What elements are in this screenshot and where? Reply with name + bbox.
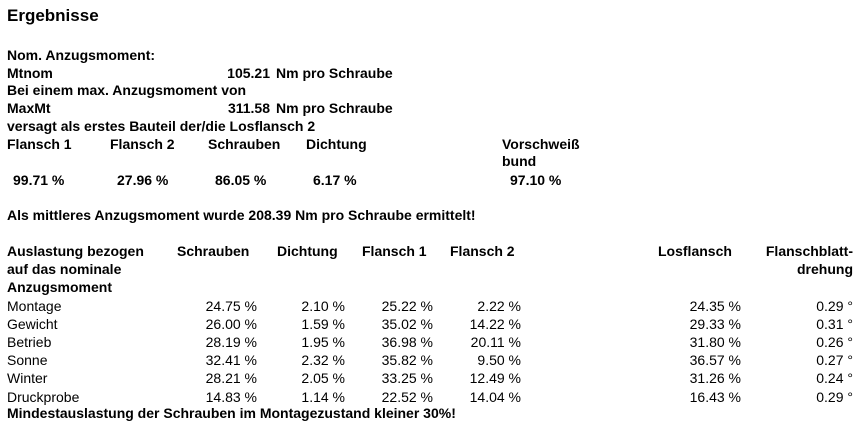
table-cell-flansch2: 14.04 % — [469, 389, 521, 405]
table-col-flanschblatt-line1: Flanschblatt- — [765, 243, 853, 259]
table-cell-losflansch: 31.26 % — [689, 370, 741, 386]
table-cell-flansch2: 12.49 % — [469, 370, 521, 386]
table-cell-flansch2: 20.11 % — [470, 334, 521, 350]
mean-torque-text: Als mittleres Anzugsmoment wurde 208.39 Nm pro Schraube ermittelt! — [7, 207, 476, 223]
header-schrauben: Schrauben — [208, 136, 281, 152]
table-cell-flansch2: 9.50 % — [477, 352, 521, 368]
table-header-label-line2: auf das nominale — [7, 261, 122, 277]
header-vorschweiss-line1: Vorschweiß — [502, 136, 580, 152]
nominal-torque-key: Mtnom — [7, 65, 53, 81]
max-torque-value: 311.58 — [227, 100, 270, 116]
table-col-losflansch: Losflansch — [658, 243, 732, 259]
table-cell-losflansch: 16.43 % — [689, 389, 741, 405]
table-row-label: Druckprobe — [7, 389, 80, 405]
table-header-label-line3: Anzugsmoment — [7, 279, 112, 295]
table-cell-dichtung: 2.05 % — [301, 370, 345, 386]
table-cell-dichtung: 1.59 % — [301, 316, 345, 332]
table-cell-flansch1: 25.22 % — [381, 298, 433, 314]
value-flansch1: 99.71 % — [13, 172, 65, 188]
max-torque-label: Bei einem max. Anzugsmoment von — [7, 82, 247, 98]
table-col-flansch1: Flansch 1 — [362, 243, 427, 259]
table-cell-flansch1: 22.52 % — [381, 389, 433, 405]
header-flansch1: Flansch 1 — [7, 136, 72, 152]
value-schrauben: 86.05 % — [215, 172, 267, 188]
value-dichtung: 6.17 % — [313, 172, 357, 188]
table-cell-schrauben: 32.41 % — [205, 352, 257, 368]
table-row-label: Betrieb — [7, 334, 52, 350]
table-col-dichtung: Dichtung — [277, 243, 338, 259]
page-title: Ergebnisse — [7, 6, 99, 25]
table-cell-dichtung: 2.10 % — [301, 298, 345, 314]
table-cell-schrauben: 26.00 % — [205, 316, 257, 332]
table-cell-losflansch: 36.57 % — [689, 352, 741, 368]
table-cell-flanschblatt: 0.24 ° — [816, 370, 853, 386]
table-cell-schrauben: 24.75 % — [205, 298, 257, 314]
table-cell-schrauben: 28.19 % — [205, 334, 257, 350]
table-cell-flanschblatt: 0.29 ° — [816, 389, 853, 405]
nominal-torque-label: Nom. Anzugsmoment: — [7, 47, 156, 63]
table-row-label: Montage — [7, 298, 62, 314]
table-cell-losflansch: 24.35 % — [689, 298, 741, 314]
value-flansch2: 27.96 % — [117, 172, 169, 188]
nominal-torque-value: 105.21 — [227, 65, 270, 81]
failure-text: versagt als erstes Bauteil der/die Losflansch 2 — [7, 118, 316, 134]
table-cell-dichtung: 1.14 % — [301, 389, 345, 405]
table-header-label-line1: Auslastung bezogen — [7, 243, 144, 259]
table-cell-schrauben: 28.21 % — [205, 370, 257, 386]
table-cell-flansch2: 2.22 % — [477, 298, 521, 314]
value-vorschweiss: 97.10 % — [510, 172, 562, 188]
table-cell-losflansch: 31.80 % — [689, 334, 741, 350]
table-cell-losflansch: 29.33 % — [689, 316, 741, 332]
table-row-label: Sonne — [7, 352, 48, 368]
nominal-torque-unit: Nm pro Schraube — [276, 65, 393, 81]
table-col-flansch2: Flansch 2 — [450, 243, 515, 259]
table-row-label: Gewicht — [7, 316, 58, 332]
table-cell-flansch1: 35.02 % — [381, 316, 433, 332]
table-cell-flansch1: 35.82 % — [381, 352, 433, 368]
table-cell-flansch1: 33.25 % — [381, 370, 433, 386]
warning-text: Mindestauslastung der Schrauben im Montagezustand kleiner 30%! — [7, 405, 456, 421]
max-torque-unit: Nm pro Schraube — [276, 100, 393, 116]
table-cell-flanschblatt: 0.26 ° — [816, 334, 853, 350]
table-col-schrauben: Schrauben — [177, 243, 250, 259]
table-cell-flansch1: 36.98 % — [381, 334, 433, 350]
table-cell-flanschblatt: 0.27 ° — [816, 352, 853, 368]
table-cell-flanschblatt: 0.31 ° — [816, 316, 853, 332]
table-cell-dichtung: 2.32 % — [301, 352, 345, 368]
table-cell-schrauben: 14.83 % — [205, 389, 257, 405]
table-cell-flanschblatt: 0.29 ° — [816, 298, 853, 314]
table-cell-dichtung: 1.95 % — [301, 334, 345, 350]
table-col-flanschblatt-line2: drehung — [797, 261, 853, 277]
max-torque-key: MaxMt — [7, 100, 51, 116]
table-cell-flansch2: 14.22 % — [469, 316, 521, 332]
header-flansch2: Flansch 2 — [110, 136, 175, 152]
header-dichtung: Dichtung — [306, 136, 367, 152]
table-row-label: Winter — [7, 370, 48, 386]
header-vorschweiss-line2: bund — [502, 153, 537, 169]
